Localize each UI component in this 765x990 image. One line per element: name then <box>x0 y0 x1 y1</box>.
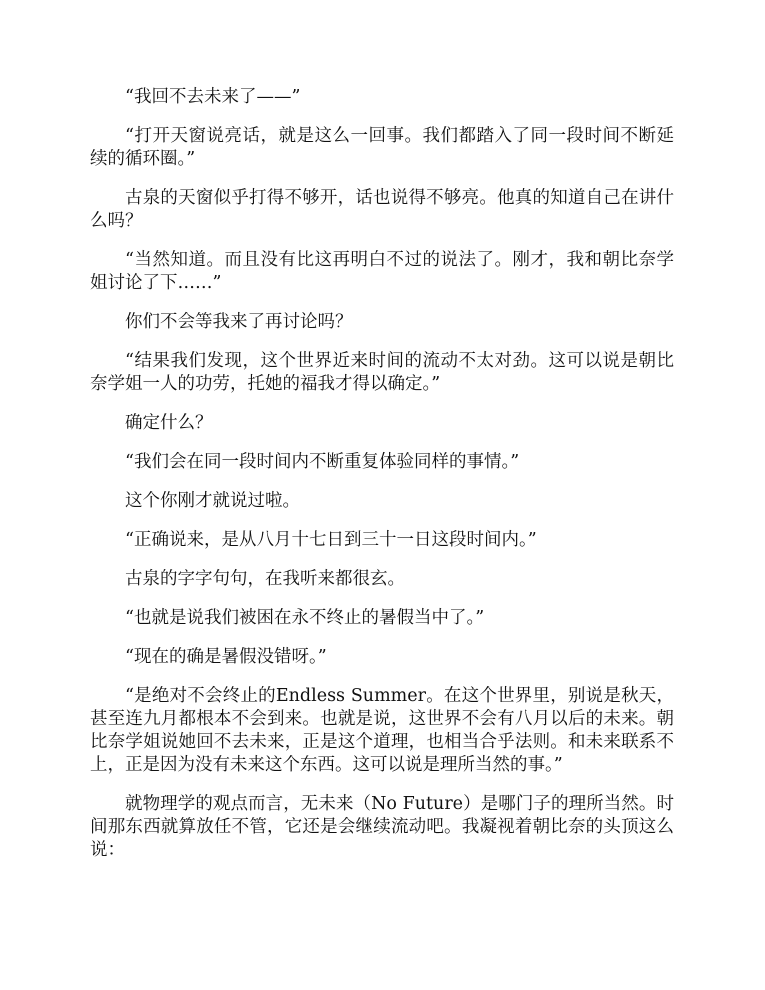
paragraph: “现在的确是暑假没错呀。” <box>125 647 327 667</box>
paragraph: “我们会在同一段时间内不断重复体验同样的事情。” <box>125 452 520 472</box>
paragraph: “结果我们发现，这个世界近来时间的流动不太对劲。这可以说是朝比奈学姐一人的功劳，托她的福我才得以确定。” <box>90 351 674 394</box>
paragraph: “我回不去未来了——” <box>125 87 301 107</box>
paragraph: “是绝对不会终止的Endless Summer。在这个世界里，别说是秋天，甚至连九月都根本不会到来。也就是说，这世界不会有八月以后的未来。朝比奈学姐说她回不去未来，正是这个道理，也相当合乎法则。和未来联系不上，正是因为没有未来这个东西。这可以说是理所当然的事。” <box>90 686 674 775</box>
paragraph: 这个你刚才就说过啦。 <box>125 491 300 511</box>
paragraph: 就物理学的观点而言，无未来（No Future）是哪门子的理所当然。时间那东西就算放任不管，它还是会继续流动吧。我凝视着朝比奈的头顶这么说： <box>90 794 674 860</box>
paragraph: 古泉的天窗似乎打得不够开，话也说得不够亮。他真的知道自己在讲什么吗？ <box>90 188 674 231</box>
paragraph: “正确说来，是从八月十七日到三十一日这段时间内。” <box>125 530 537 550</box>
paragraph: “打开天窗说亮话，就是这么一回事。我们都踏入了同一段时间不断延续的循环圈。” <box>90 126 674 169</box>
paragraph: 古泉的字字句句，在我听来都很玄。 <box>125 569 405 589</box>
paragraph: “当然知道。而且没有比这再明白不过的说法了。刚才，我和朝比奈学姐讨论了下……” <box>90 250 674 293</box>
document-page <box>90 86 674 862</box>
paragraph: 确定什么？ <box>125 413 213 433</box>
paragraph: “也就是说我们被困在永不终止的暑假当中了。” <box>125 608 485 628</box>
paragraph: 你们不会等我来了再讨论吗？ <box>125 312 353 332</box>
